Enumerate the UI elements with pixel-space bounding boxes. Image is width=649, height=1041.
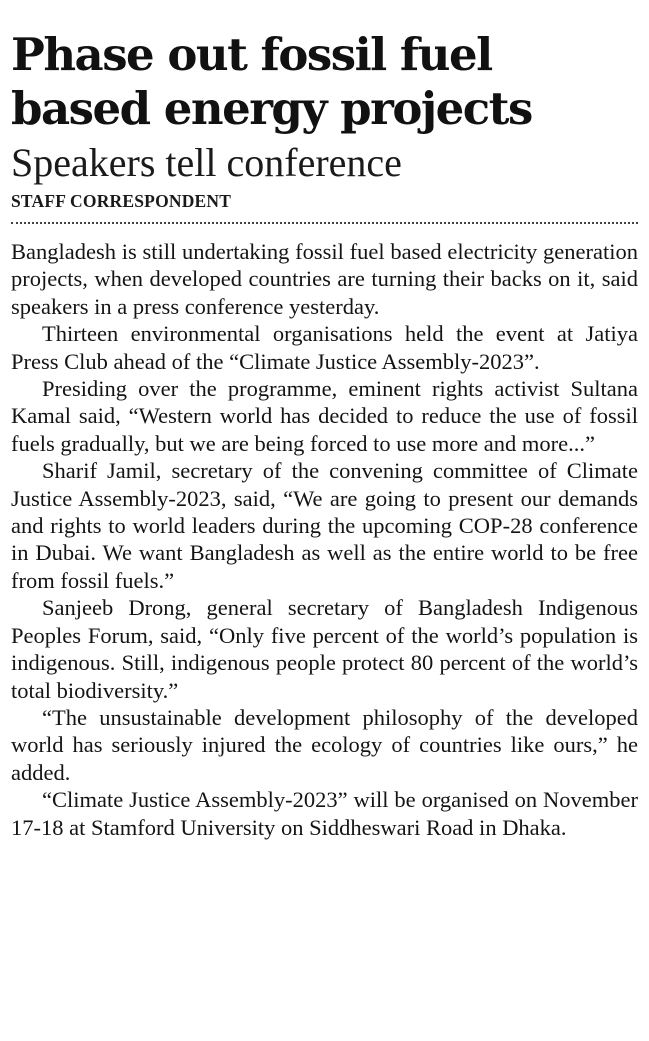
paragraph-event-details: “Climate Justice Assembly-2023” will be organised on November 17-18 at Stamford University on Siddheswari Road in Dhaka. (11, 787, 638, 840)
paragraph-sultana-kamal: Presiding over the programme, eminent rights activist Sultana Kamal said, “Western world has decided to reduce the use of fossil fuels gradually, but we are being forced to use more and more...” (11, 376, 638, 456)
paragraph-organisers: Thirteen environmental organisations held the event at Jatiya Press Club ahead of the “Climate Justice Assembly-2023”. (11, 321, 638, 374)
headline (11, 0, 638, 136)
headline-line-1: Phase out fossil fuel (11, 28, 492, 81)
byline: STAFF CORRESPONDENT (11, 191, 232, 211)
dotted-divider (11, 222, 638, 224)
news-article (11, 0, 638, 841)
paragraph-sharif-jamil: Sharif Jamil, secretary of the convening committee of Climate Justice Assembly-2023, said, “We are going to present our demands and rights to world leaders during the upcoming COP-28 conference in Dubai. We want Bangladesh as well as the entire world to be free from fossil fuels.” (11, 458, 638, 593)
subheadline: Speakers tell conference (11, 140, 402, 185)
headline-line-2: based energy projects (11, 82, 532, 135)
paragraph-quote: “The unsustainable development philosophy of the developed world has seriously injured the ecology of countries like ours,” he added. (11, 704, 638, 785)
article-body (11, 238, 638, 841)
paragraph-intro: Bangladesh is still undertaking fossil fuel based electricity generation projects, when developed countries are turning their backs on it, said speakers in a press conference yesterday. (11, 239, 638, 319)
paragraph-sanjeeb-drong: Sanjeeb Drong, general secretary of Bangladesh Indigenous Peoples Forum, said, “Only five percent of the world’s population is indigenous. Still, indigenous people protect 80 percent of the world’s total biodiversity.” (11, 595, 638, 703)
